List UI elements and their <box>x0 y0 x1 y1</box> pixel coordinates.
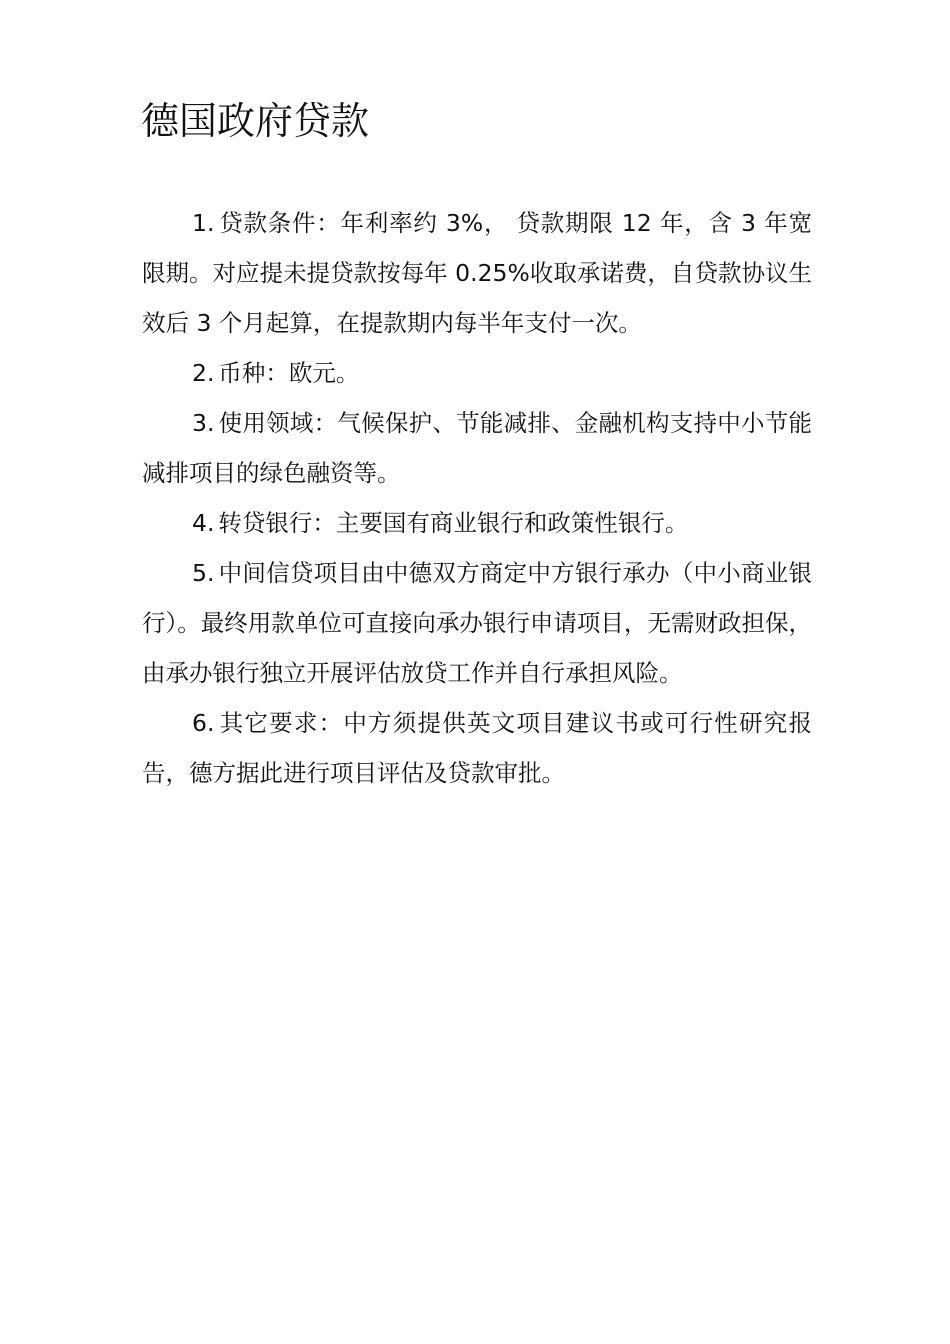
paragraph-usage-areas <box>142 398 812 498</box>
paragraph-other-requirements <box>142 698 812 798</box>
paragraph-text: 中间信贷项目由中德双方商定中方银行承办（中小商业银行）。最终用款单位可直接向承办银行申请项目，无需财政担保，由承办银行独立开展评估放贷工作并自行承担风险。 <box>142 559 812 687</box>
paragraph-text: 币种：欧元。 <box>218 359 360 387</box>
paragraph-number: 1. <box>192 209 215 237</box>
paragraph-text: 使用领域：气候保护、节能减排、金融机构支持中小节能减排项目的绿色融资等。 <box>142 409 812 487</box>
paragraph-loan-terms <box>142 198 812 348</box>
paragraph-number: 3. <box>192 409 215 437</box>
paragraph-currency <box>142 348 812 398</box>
document-title: 德国政府贷款 <box>141 99 370 143</box>
document-body <box>142 198 812 798</box>
paragraph-intermediate-credit <box>142 548 812 698</box>
paragraph-text: 转贷银行：主要国有商业银行和政策性银行。 <box>218 509 689 537</box>
paragraph-number: 5. <box>192 559 215 587</box>
paragraph-number: 4. <box>192 509 215 537</box>
paragraph-number: 6. <box>192 709 215 737</box>
paragraph-number: 2. <box>192 359 215 387</box>
paragraph-text: 贷款条件：年利率约 3%， 贷款期限 12 年，含 3 年宽限期。对应提未提贷款按每年 0.25%收取承诺费，自贷款协议生效后 3 个月起算，在提款期内每半年支付一次。 <box>142 209 812 337</box>
paragraph-onlending-banks <box>142 498 812 548</box>
paragraph-text: 其它要求：中方须提供英文项目建议书或可行性研究报告，德方据此进行项目评估及贷款审批。 <box>142 709 812 787</box>
